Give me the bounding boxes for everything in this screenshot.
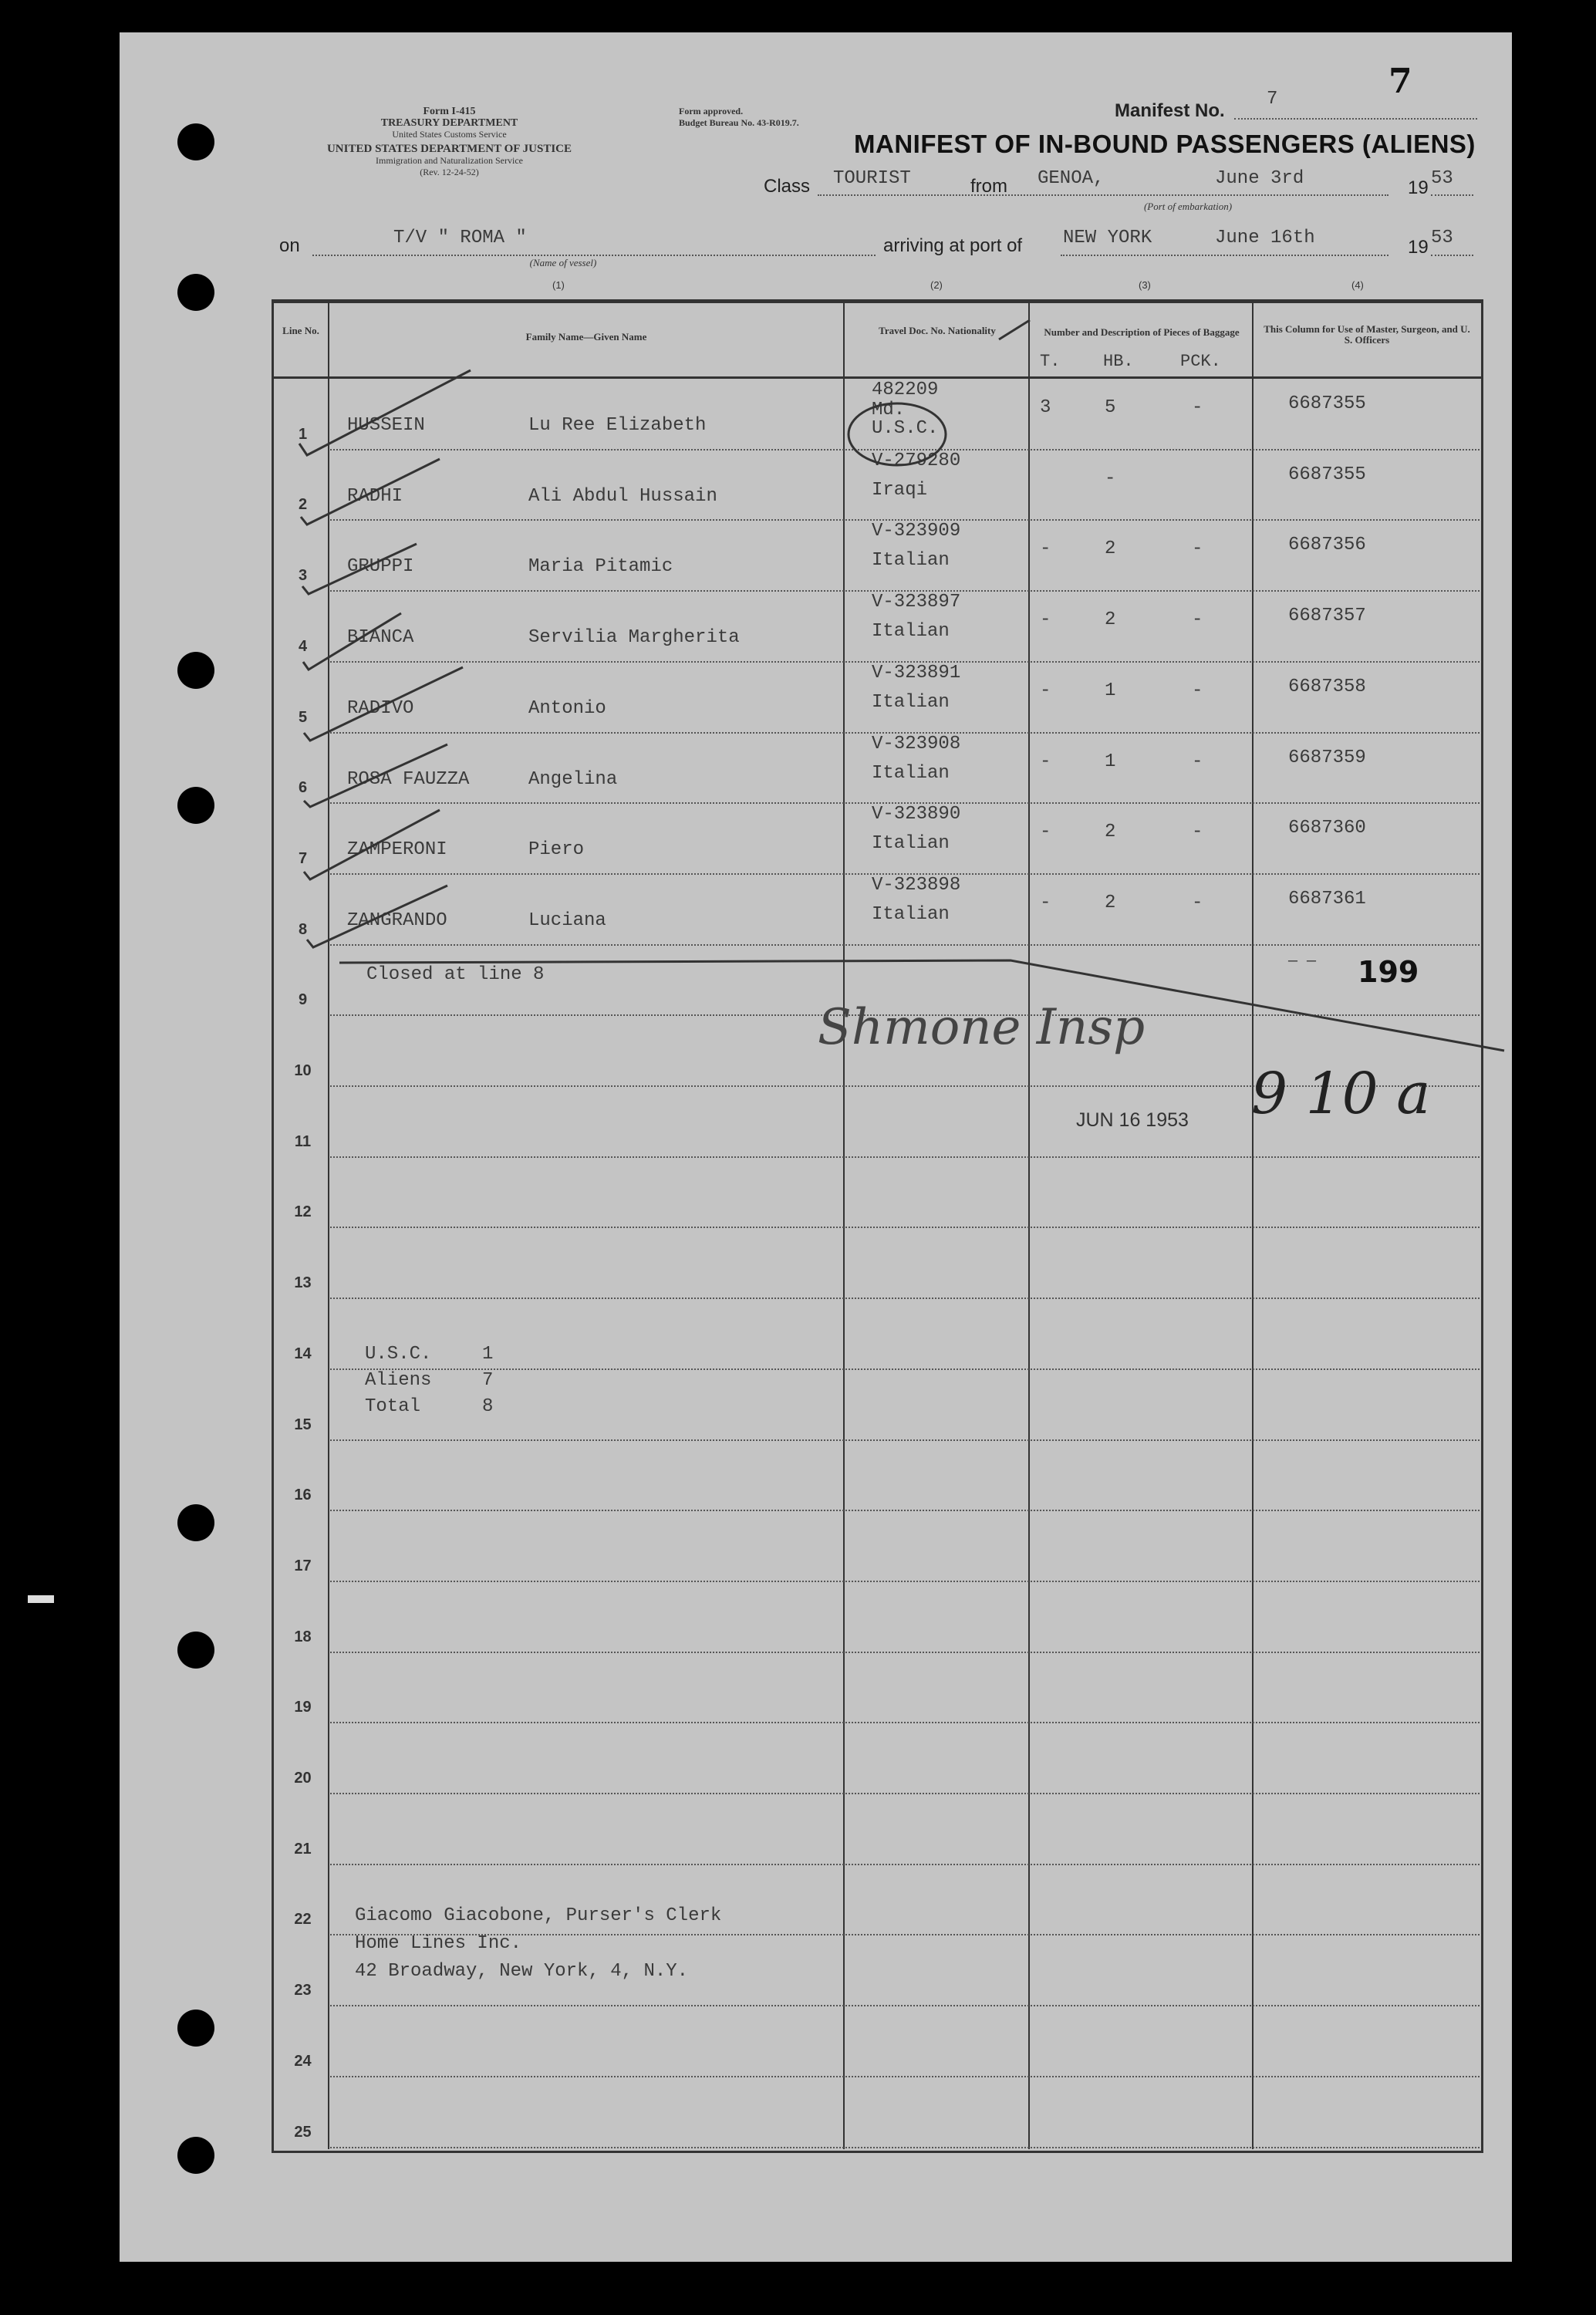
check-mark [303, 613, 401, 670]
baggage-trunks: - [1040, 822, 1051, 843]
line-number: 9 [298, 991, 308, 1009]
line-number: 2 [298, 496, 308, 514]
nationality: Italian [872, 550, 950, 572]
date-stamp: JUN 16 1953 [1076, 1109, 1189, 1131]
form-approved: Form approved. [679, 106, 744, 116]
baggage-trunks: - [1040, 538, 1051, 560]
baggage-trunks: - [1040, 609, 1051, 631]
column-number-4: (4) [1351, 279, 1364, 291]
line-number: 14 [294, 1345, 312, 1362]
baggage-handbags: 2 [1105, 822, 1116, 843]
officer-number: 6687357 [1288, 606, 1366, 627]
customs-service: United States Customs Service [392, 129, 507, 140]
baggage-handbags: 2 [1105, 538, 1116, 560]
baggage-handbags: - [1105, 467, 1116, 489]
check-mark [304, 667, 463, 741]
totals-value: 1 [482, 1344, 494, 1365]
baggage-packages: - [1192, 397, 1203, 418]
form-number: Form I-415 [423, 106, 476, 117]
family-name: ZAMPERONI [347, 839, 447, 861]
header-name: Family Name—Given Name [525, 331, 647, 343]
officer-number: 6687361 [1288, 888, 1366, 909]
travel-doc-number: V-323890 [872, 804, 961, 825]
header-line-no: Line No. [282, 325, 319, 336]
header-baggage-t: T. [1040, 352, 1061, 371]
baggage-packages: - [1192, 609, 1203, 631]
line-number: 24 [294, 2052, 312, 2070]
port-of-embarkation: GENOA, [1038, 168, 1105, 189]
baggage-handbags: 2 [1105, 609, 1116, 631]
embarkation-caption: (Port of embarkation) [1143, 201, 1233, 212]
travel-doc-number: 482209 [872, 380, 939, 400]
embarkation-year: 53 [1431, 168, 1453, 189]
line-number: 4 [298, 637, 308, 655]
given-name: Ali Abdul Hussain [528, 485, 717, 507]
arrival-year: 53 [1431, 228, 1453, 248]
page-number: 7 [1388, 62, 1412, 101]
nationality: Italian [872, 691, 950, 713]
company-address: 42 Broadway, New York, 4, N.Y. [355, 1961, 689, 1982]
travel-doc-number: V-323891 [872, 662, 961, 683]
justice-dept: UNITED STATES DEPARTMENT OF JUSTICE [326, 143, 572, 155]
header-baggage: Number and Description of Pieces of Baggage [1044, 326, 1240, 338]
budget-bureau: Budget Bureau No. 43-R019.7. [679, 117, 799, 128]
totals-label: U.S.C. [365, 1344, 432, 1365]
line-number: 16 [294, 1487, 312, 1504]
circle-annotation [849, 400, 946, 465]
family-name: BIANCA [347, 627, 414, 649]
from-label: from [970, 176, 1007, 197]
line-number: 20 [294, 1770, 312, 1787]
family-name: RADHI [347, 485, 403, 507]
header-officers: This Column for Use of Master, Surgeon, and U. S. Officers [1264, 323, 1470, 346]
time-note: 9 10 a [1251, 1061, 1431, 1127]
check-mark [299, 370, 471, 455]
officer-number: 6687360 [1288, 818, 1366, 839]
vessel-caption: (Name of vessel) [529, 257, 597, 268]
travel-doc-number: V-279280 [872, 450, 961, 471]
line-number: 7 [298, 849, 308, 867]
baggage-handbags: 2 [1105, 892, 1116, 913]
nationality: Italian [872, 621, 950, 643]
line-number: 6 [298, 779, 308, 797]
baggage-handbags: 1 [1105, 751, 1116, 772]
immigration-service: Immigration and Naturalization Service [376, 155, 523, 166]
officer-dash: — — [1288, 953, 1317, 970]
header-baggage-pck: PCK. [1180, 352, 1221, 371]
line-number: 17 [294, 1557, 312, 1574]
check-mark [304, 744, 447, 807]
officer-number: 6687359 [1288, 747, 1366, 768]
arrival-date: June 16th [1215, 228, 1315, 248]
header-travel-doc: Travel Doc. No. Nationality [879, 325, 996, 336]
nationality: Italian [872, 762, 950, 784]
header-baggage-hb: HB. [1103, 352, 1134, 371]
line-number: 18 [294, 1628, 312, 1645]
line-number: 3 [298, 567, 308, 585]
treasury-dept: TREASURY DEPARTMENT [380, 117, 518, 129]
column-number-1: (1) [552, 279, 565, 291]
baggage-packages: - [1192, 892, 1203, 913]
arrival-year-prefix: 19 [1408, 237, 1429, 258]
check-mark [302, 544, 417, 594]
nationality: Iraqi [872, 479, 928, 501]
given-name: Maria Pitamic [528, 556, 673, 578]
check-mark [999, 320, 1030, 339]
baggage-packages: - [1192, 822, 1203, 843]
given-name: Servilia Margherita [528, 627, 740, 649]
line-number: 25 [294, 2123, 312, 2141]
travel-doc-number: V-323909 [872, 521, 961, 542]
revision: (Rev. 12-24-52) [420, 167, 479, 177]
line-number: 13 [294, 1274, 312, 1292]
baggage-trunks: - [1040, 892, 1051, 913]
line-number: 19 [294, 1699, 312, 1716]
check-mark [301, 459, 440, 525]
check-marks [299, 320, 1030, 947]
line-number: 11 [294, 1132, 312, 1150]
line-number: 12 [294, 1203, 312, 1221]
officer-total: 199 [1358, 955, 1419, 989]
family-name: ROSA FAUZZA [347, 768, 470, 790]
officer-number: 6687358 [1288, 676, 1366, 697]
vessel-name: T/V " ROMA " [393, 228, 527, 248]
baggage-packages: - [1192, 680, 1203, 701]
totals-value: 7 [482, 1370, 494, 1391]
officer-number: 6687355 [1288, 464, 1366, 485]
totals-label: Total [365, 1396, 421, 1417]
given-name: Angelina [528, 768, 618, 790]
column-number-3: (3) [1139, 279, 1151, 291]
baggage-packages: - [1192, 751, 1203, 772]
totals-value: 8 [482, 1396, 494, 1417]
travel-doc-number: V-323898 [872, 874, 961, 896]
nationality: Italian [872, 833, 950, 855]
manifest-title: MANIFEST OF IN-BOUND PASSENGERS (ALIENS) [854, 130, 1476, 158]
nationality: Md. U.S.C. [872, 400, 939, 439]
officer-number: 6687356 [1288, 535, 1366, 556]
nationality: Italian [872, 903, 950, 925]
line-number: 5 [298, 708, 308, 726]
class-value: TOURIST [833, 168, 911, 189]
family-name: GRUPPI [347, 556, 414, 578]
family-name: RADIVO [347, 697, 414, 719]
given-name: Lu Ree Elizabeth [528, 415, 707, 436]
line-number: 21 [294, 1840, 312, 1858]
inspector-signature: Shmone Insp [818, 999, 1146, 1056]
given-name: Piero [528, 839, 585, 861]
embarkation-year-prefix: 19 [1408, 177, 1429, 198]
baggage-handbags: 5 [1105, 397, 1116, 418]
manifest-no-value: 7 [1267, 89, 1278, 110]
baggage-packages: - [1192, 538, 1203, 560]
company-name: Home Lines Inc. [355, 1933, 522, 1954]
totals-label: Aliens [365, 1370, 432, 1391]
line-number: 22 [294, 1911, 312, 1929]
family-name: ZANGRANDO [347, 909, 447, 931]
closed-at-line: Closed at line 8 [366, 964, 545, 985]
arrival-port: NEW YORK [1063, 228, 1152, 248]
check-mark [304, 810, 440, 879]
given-name: Antonio [528, 697, 606, 719]
manifest-no-label: Manifest No. [1115, 100, 1225, 121]
line-number: 8 [298, 920, 308, 938]
baggage-trunks: - [1040, 751, 1051, 772]
baggage-trunks: 3 [1040, 397, 1051, 418]
line-number: 15 [294, 1416, 312, 1433]
baggage-trunks: - [1040, 680, 1051, 701]
arriving-label: arriving at port of [883, 235, 1023, 256]
family-name: HUSSEIN [347, 415, 425, 436]
column-number-2: (2) [930, 279, 943, 291]
baggage-handbags: 1 [1105, 680, 1116, 701]
travel-doc-number: V-323908 [872, 733, 961, 754]
given-name: Luciana [528, 909, 606, 931]
travel-doc-number: V-323897 [872, 592, 961, 613]
line-number: 23 [294, 1982, 312, 1999]
officer-number: 6687355 [1288, 393, 1366, 414]
purser-name: Giacomo Giacobone, Purser's Clerk [355, 1905, 722, 1926]
line-number: 1 [298, 425, 308, 443]
embarkation-date: June 3rd [1215, 168, 1304, 189]
check-mark [307, 886, 447, 947]
line-number: 10 [294, 1062, 312, 1079]
on-label: on [279, 235, 300, 256]
class-label: Class [764, 176, 811, 197]
